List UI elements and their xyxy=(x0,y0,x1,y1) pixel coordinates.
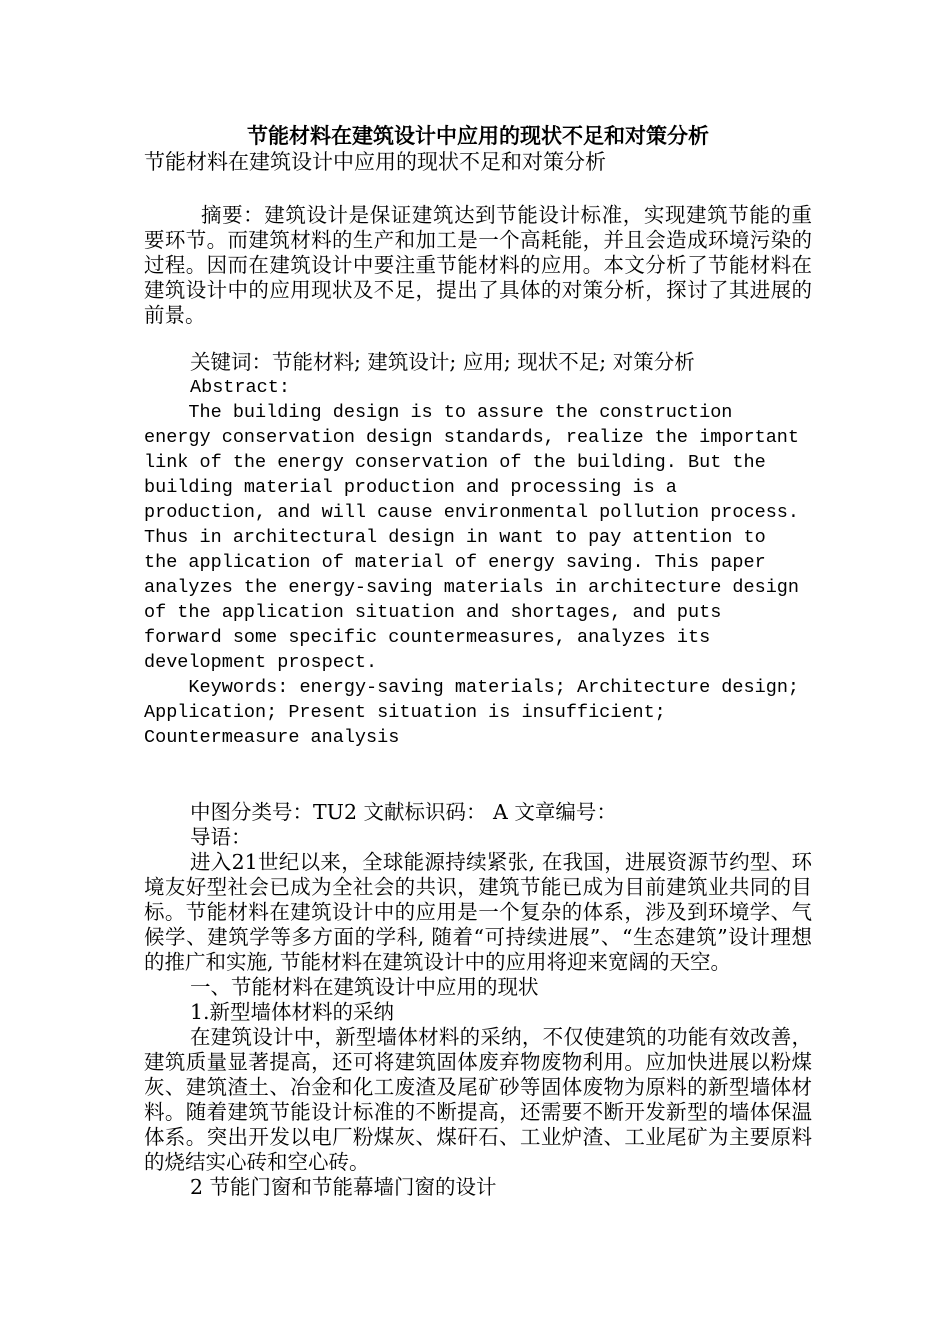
abstract-en-label: Abstract: xyxy=(190,377,290,398)
intro-paragraph: 进入21世纪以来，全球能源持续紧张, 在我国，进展资源节约型、环境友好型社会已成为全社会的共识，建筑节能已成为目前建筑业共同的目标。节能材料在建筑设计中的应用是一个复杂的体系，涉及到环境学、气候学、建筑学等多方面的学科, 随着“可持续进展”、“生态建筑”设计理想的推广和实施, 节能材料在建筑设计中的应用将迎来宽阔的天空。 xyxy=(144,850,812,974)
subsection-heading: 1.新型墙体材料的采纳 xyxy=(190,1000,395,1024)
subsection-heading-2: 2 节能门窗和节能幕墙门窗的设计 xyxy=(190,1175,497,1199)
keywords-en: Keywords: energy-saving materials; Architecture design; Application; Present situation is insufficient; Countermeasure analysis xyxy=(144,677,800,748)
abstract-cn: 摘要：建筑设计是保证建筑达到节能设计标准，实现建筑节能的重要环节。而建筑材料的生产和加工是一个高耗能，并且会造成环境污染的过程。因而在建筑设计中要注重节能材料的应用。本文分析了节能材料在建筑设计中的应用现状及不足，提出了具体的对策分析，探讨了其进展的前景。 xyxy=(144,203,812,327)
keywords-cn: 关键词：节能材料; 建筑设计; 应用; 现状不足; 对策分析 xyxy=(190,350,695,374)
document-body xyxy=(144,122,812,1200)
classification-line: 中图分类号：TU2 文献标识码： A 文章编号： xyxy=(190,800,617,824)
spacer xyxy=(144,328,812,350)
document-title: 节能材料在建筑设计中应用的现状不足和对策分析 xyxy=(247,123,709,148)
subsection-paragraph: 在建筑设计中，新型墙体材料的采纳，不仅使建筑的功能有效改善，建筑质量显著提高，还可将建筑固体废弃物废物利用。应加快进展以粉煤灰、建筑渣土、冶金和化工废渣及尾矿砂等固体废物为原料的新型墙体材料。随着建筑节能设计标准的不断提高，还需要不断开发新型的墙体保温体系。突出开发以电厂粉煤灰、煤矸石、工业炉渣、工业尾矿为主要原料的烧结实心砖和空心砖。 xyxy=(144,1025,812,1174)
abstract-en: The building design is to assure the construction energy conservation design standards, realize the important link of the energy conservation of the building. But the building material production and processing is a production, and will cause environmental pollution process. Thus in architectural design in want to pay attention to the application of material of energy saving. This paper analyzes the energy-saving materials in architecture design of the application situation and shortages, and puts forward some specific countermeasures, analyzes its development prospect. xyxy=(144,402,800,673)
section-heading: 一、节能材料在建筑设计中应用的现状 xyxy=(190,975,539,999)
spacer xyxy=(144,750,812,800)
intro-label: 导语： xyxy=(190,825,252,849)
document-subtitle: 节能材料在建筑设计中应用的现状不足和对策分析 xyxy=(144,150,606,174)
